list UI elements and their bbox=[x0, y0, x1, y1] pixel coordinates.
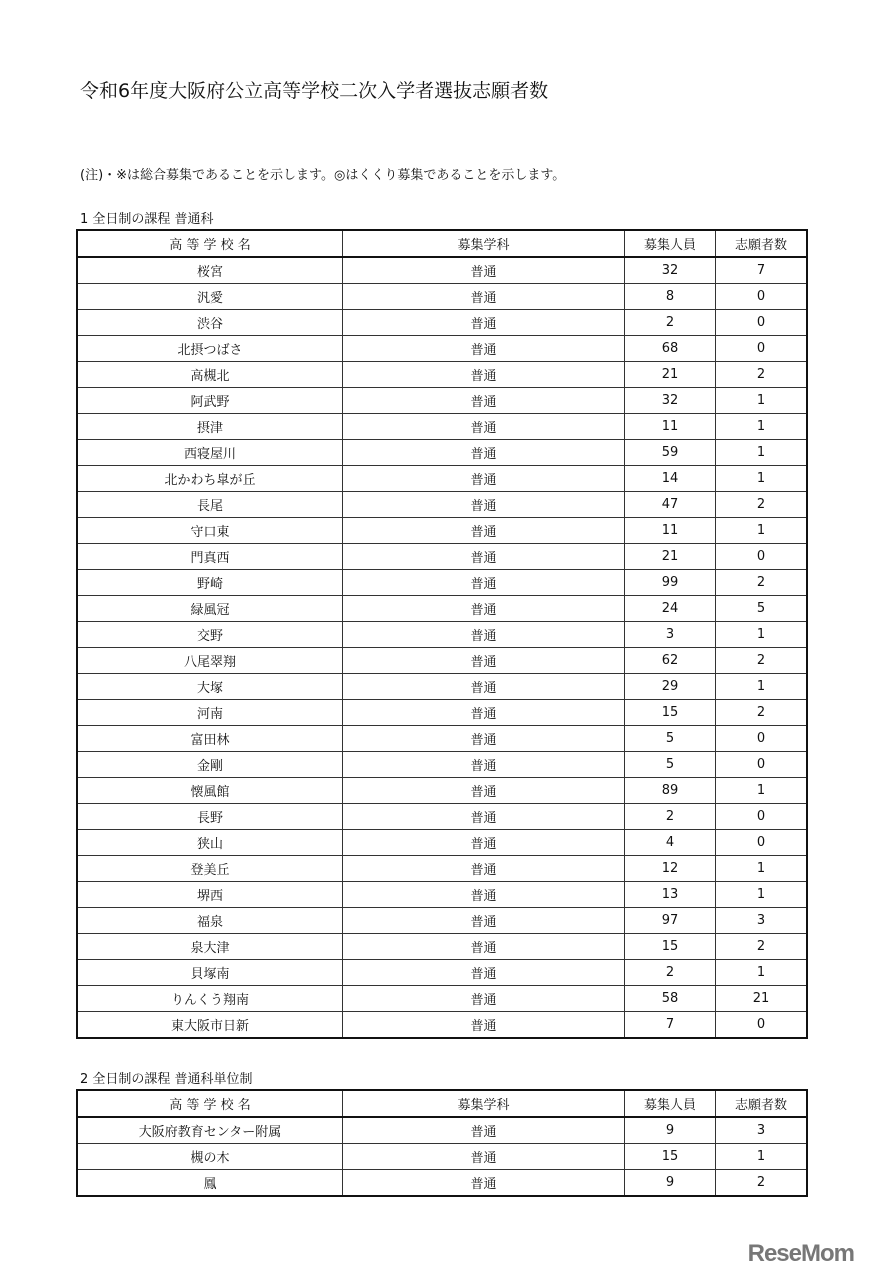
table-cell: 普通 bbox=[343, 414, 625, 440]
table-cell: 0 bbox=[716, 310, 808, 336]
table-row bbox=[77, 440, 807, 466]
table-cell: 32 bbox=[625, 388, 716, 414]
table-cell: 15 bbox=[625, 700, 716, 726]
table-cell: 2 bbox=[716, 648, 808, 674]
table-row bbox=[77, 960, 807, 986]
table-cell: 野崎 bbox=[77, 570, 343, 596]
section-2-heading: 2 全日制の課程 普通科単位制 bbox=[80, 1072, 253, 1087]
table-cell: 普通 bbox=[343, 674, 625, 700]
table-row bbox=[77, 414, 807, 440]
table-cell: 普通 bbox=[343, 700, 625, 726]
table-cell: 普通 bbox=[343, 596, 625, 622]
table-cell: 普通 bbox=[343, 830, 625, 856]
table-cell: 21 bbox=[625, 362, 716, 388]
table-cell: 門真西 bbox=[77, 544, 343, 570]
section-1-heading: 1 全日制の課程 普通科 bbox=[80, 212, 214, 227]
table-row bbox=[77, 518, 807, 544]
table-cell: 普通 bbox=[343, 1012, 625, 1039]
table-cell: 62 bbox=[625, 648, 716, 674]
table-cell: 普通 bbox=[343, 804, 625, 830]
table-cell: 2 bbox=[716, 1170, 808, 1197]
table-cell: 泉大津 bbox=[77, 934, 343, 960]
table-cell: 貝塚南 bbox=[77, 960, 343, 986]
table-cell: 0 bbox=[716, 830, 808, 856]
table-cell: 89 bbox=[625, 778, 716, 804]
table-row bbox=[77, 362, 807, 388]
table-cell: 大阪府教育センター附属 bbox=[77, 1117, 343, 1144]
table-row bbox=[77, 856, 807, 882]
table-cell: 59 bbox=[625, 440, 716, 466]
table-cell: 鳳 bbox=[77, 1170, 343, 1197]
table-row bbox=[77, 778, 807, 804]
table-cell: 7 bbox=[625, 1012, 716, 1039]
table-cell: 高槻北 bbox=[77, 362, 343, 388]
table-cell: 9 bbox=[625, 1170, 716, 1197]
table-cell: 富田林 bbox=[77, 726, 343, 752]
column-header: 志願者数 bbox=[716, 1090, 808, 1117]
table-cell: 渋谷 bbox=[77, 310, 343, 336]
table-cell: 7 bbox=[716, 257, 808, 284]
table-row bbox=[77, 284, 807, 310]
table-cell: 1 bbox=[716, 1144, 808, 1170]
table-cell: 8 bbox=[625, 284, 716, 310]
page-title: 令和6年度大阪府公立高等学校二次入学者選抜志願者数 bbox=[80, 80, 549, 102]
table-row bbox=[77, 752, 807, 778]
table-cell: 普通 bbox=[343, 388, 625, 414]
table-cell: 47 bbox=[625, 492, 716, 518]
table-cell: 普通 bbox=[343, 856, 625, 882]
table-cell: 普通 bbox=[343, 257, 625, 284]
table-row bbox=[77, 1170, 807, 1197]
table-cell: 0 bbox=[716, 284, 808, 310]
table-cell: 緑風冠 bbox=[77, 596, 343, 622]
table-row bbox=[77, 830, 807, 856]
table-cell: 普通 bbox=[343, 284, 625, 310]
table-cell: 狭山 bbox=[77, 830, 343, 856]
table-cell: 2 bbox=[716, 492, 808, 518]
table-row bbox=[77, 388, 807, 414]
table-cell: 普通 bbox=[343, 1144, 625, 1170]
table-cell: 21 bbox=[716, 986, 808, 1012]
table-cell: 河南 bbox=[77, 700, 343, 726]
table-row bbox=[77, 908, 807, 934]
table-row bbox=[77, 1012, 807, 1039]
table-cell: 摂津 bbox=[77, 414, 343, 440]
table-row bbox=[77, 596, 807, 622]
table-row bbox=[77, 570, 807, 596]
table-cell: 9 bbox=[625, 1117, 716, 1144]
table-cell: 普通 bbox=[343, 882, 625, 908]
table-cell: 1 bbox=[716, 518, 808, 544]
table-cell: 58 bbox=[625, 986, 716, 1012]
table-cell: 3 bbox=[625, 622, 716, 648]
table-row bbox=[77, 648, 807, 674]
table-cell: 長尾 bbox=[77, 492, 343, 518]
table-cell: 0 bbox=[716, 804, 808, 830]
note: (注)・※は総合募集であることを示します。◎はくくり募集であることを示します。 bbox=[80, 168, 566, 183]
table-cell: 普通 bbox=[343, 1117, 625, 1144]
table-cell: 1 bbox=[716, 440, 808, 466]
table-cell: 2 bbox=[716, 934, 808, 960]
table-section-1 bbox=[76, 229, 808, 1039]
table-row bbox=[77, 804, 807, 830]
table-cell: 2 bbox=[716, 570, 808, 596]
table-cell: 1 bbox=[716, 960, 808, 986]
column-header: 募集人員 bbox=[625, 1090, 716, 1117]
table-cell: 0 bbox=[716, 726, 808, 752]
table-cell: 北かわち皐が丘 bbox=[77, 466, 343, 492]
table-cell: 2 bbox=[716, 700, 808, 726]
table-row bbox=[77, 1144, 807, 1170]
table-row bbox=[77, 622, 807, 648]
table-cell: 普通 bbox=[343, 492, 625, 518]
table-row bbox=[77, 310, 807, 336]
table-cell: 東大阪市日新 bbox=[77, 1012, 343, 1039]
table-row bbox=[77, 986, 807, 1012]
table-cell: 長野 bbox=[77, 804, 343, 830]
table-cell: 登美丘 bbox=[77, 856, 343, 882]
table-cell: 14 bbox=[625, 466, 716, 492]
table-cell: 普通 bbox=[343, 544, 625, 570]
table-cell: 2 bbox=[625, 960, 716, 986]
table-cell: 普通 bbox=[343, 310, 625, 336]
header-row bbox=[77, 1090, 807, 1117]
table-cell: 13 bbox=[625, 882, 716, 908]
table-cell: 普通 bbox=[343, 778, 625, 804]
table-cell: 12 bbox=[625, 856, 716, 882]
table-cell: 普通 bbox=[343, 440, 625, 466]
table-cell: 15 bbox=[625, 934, 716, 960]
table-cell: 21 bbox=[625, 544, 716, 570]
table-cell: 金剛 bbox=[77, 752, 343, 778]
table-cell: 3 bbox=[716, 908, 808, 934]
table-cell: 福泉 bbox=[77, 908, 343, 934]
column-header: 志願者数 bbox=[716, 230, 808, 257]
table-cell: 68 bbox=[625, 336, 716, 362]
table-row bbox=[77, 544, 807, 570]
table-cell: 八尾翠翔 bbox=[77, 648, 343, 674]
table-cell: 普通 bbox=[343, 648, 625, 674]
table-cell: 99 bbox=[625, 570, 716, 596]
table-cell: 普通 bbox=[343, 518, 625, 544]
table-cell: 2 bbox=[716, 362, 808, 388]
table-cell: 西寝屋川 bbox=[77, 440, 343, 466]
table-cell: 1 bbox=[716, 414, 808, 440]
table-cell: 32 bbox=[625, 257, 716, 284]
table-cell: 15 bbox=[625, 1144, 716, 1170]
table-cell: 大塚 bbox=[77, 674, 343, 700]
table-cell: 2 bbox=[625, 310, 716, 336]
table-cell: 97 bbox=[625, 908, 716, 934]
table-cell: 汎愛 bbox=[77, 284, 343, 310]
table-cell: 5 bbox=[625, 726, 716, 752]
table-row bbox=[77, 934, 807, 960]
table-cell: 3 bbox=[716, 1117, 808, 1144]
table-cell: 普通 bbox=[343, 986, 625, 1012]
table-cell: 普通 bbox=[343, 726, 625, 752]
table-row bbox=[77, 674, 807, 700]
table-cell: 普通 bbox=[343, 466, 625, 492]
table-row bbox=[77, 700, 807, 726]
table-cell: 0 bbox=[716, 336, 808, 362]
table-cell: 11 bbox=[625, 414, 716, 440]
table-cell: 普通 bbox=[343, 622, 625, 648]
table-cell: 堺西 bbox=[77, 882, 343, 908]
table-cell: 普通 bbox=[343, 362, 625, 388]
table-cell: 1 bbox=[716, 466, 808, 492]
table-cell: 1 bbox=[716, 856, 808, 882]
table-cell: 普通 bbox=[343, 336, 625, 362]
column-header: 高 等 学 校 名 bbox=[77, 1090, 343, 1117]
column-header: 募集人員 bbox=[625, 230, 716, 257]
table-cell: 普通 bbox=[343, 752, 625, 778]
table-cell: 1 bbox=[716, 778, 808, 804]
column-header: 募集学科 bbox=[343, 230, 625, 257]
table-cell: 普通 bbox=[343, 908, 625, 934]
table-cell: 1 bbox=[716, 622, 808, 648]
table-cell: 4 bbox=[625, 830, 716, 856]
table-row bbox=[77, 492, 807, 518]
table-cell: 1 bbox=[716, 674, 808, 700]
table-cell: 11 bbox=[625, 518, 716, 544]
table-cell: 普通 bbox=[343, 1170, 625, 1197]
column-header: 高 等 学 校 名 bbox=[77, 230, 343, 257]
table-row bbox=[77, 257, 807, 284]
table-row bbox=[77, 882, 807, 908]
table-cell: 0 bbox=[716, 544, 808, 570]
table-cell: 5 bbox=[625, 752, 716, 778]
table-cell: 24 bbox=[625, 596, 716, 622]
table-cell: 5 bbox=[716, 596, 808, 622]
table-cell: 槻の木 bbox=[77, 1144, 343, 1170]
resemom-logo: ReseMom bbox=[747, 1240, 854, 1267]
table-row bbox=[77, 726, 807, 752]
table-cell: 交野 bbox=[77, 622, 343, 648]
table-row bbox=[77, 466, 807, 492]
table-cell: 普通 bbox=[343, 960, 625, 986]
table-cell: 0 bbox=[716, 752, 808, 778]
table-cell: 0 bbox=[716, 1012, 808, 1039]
table-cell: 桜宮 bbox=[77, 257, 343, 284]
table-cell: 守口東 bbox=[77, 518, 343, 544]
header-row bbox=[77, 230, 807, 257]
column-header: 募集学科 bbox=[343, 1090, 625, 1117]
table-cell: 1 bbox=[716, 882, 808, 908]
table-cell: 普通 bbox=[343, 570, 625, 596]
table-cell: 懐風館 bbox=[77, 778, 343, 804]
table-cell: 2 bbox=[625, 804, 716, 830]
table-cell: 普通 bbox=[343, 934, 625, 960]
table-cell: 北摂つばさ bbox=[77, 336, 343, 362]
table-cell: 阿武野 bbox=[77, 388, 343, 414]
table-cell: りんくう翔南 bbox=[77, 986, 343, 1012]
table-row bbox=[77, 336, 807, 362]
table-cell: 29 bbox=[625, 674, 716, 700]
table-section-2 bbox=[76, 1089, 808, 1197]
table-cell: 1 bbox=[716, 388, 808, 414]
table-row bbox=[77, 1117, 807, 1144]
